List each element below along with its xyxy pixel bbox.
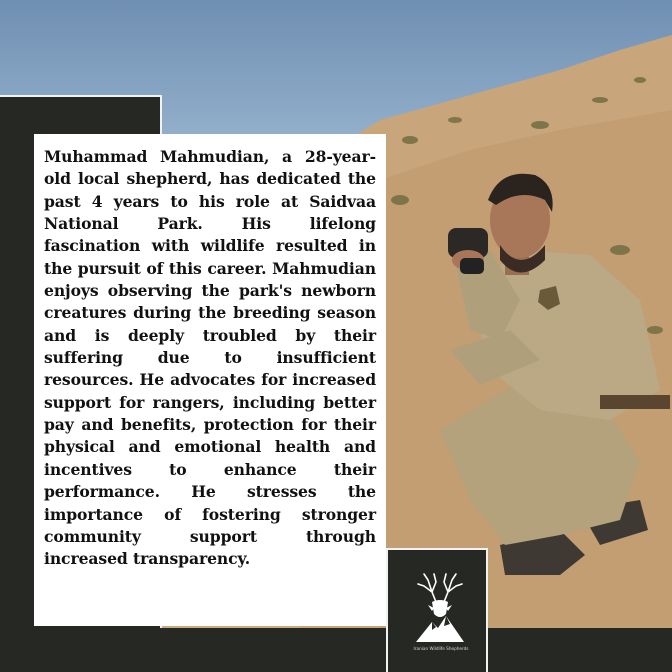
deer-antler-mountain-icon xyxy=(412,568,468,646)
bottom-dark-strip xyxy=(0,628,672,672)
story-text: Muhammad Mahmudian, a 28-year-old local shepherd, has dedicated the past 4 years to his role at Saidvaa National Park. His lifelong fascination with wildlife resulted in the pursuit of this career. Mahmudian enjoys observing the park's newborn creatures during the breeding season and is deeply troubled by their suffering due to insufficient resources. He advocates for increased support for rangers, including better pay and benefits, protection for their physical and emotional health and incentives to enhance their performance. He stresses the importance of fostering stronger community support through increased transparency. xyxy=(44,147,376,569)
logo-caption: Iranian Wildlife Shepherds xyxy=(413,646,469,651)
story-card xyxy=(34,134,386,626)
